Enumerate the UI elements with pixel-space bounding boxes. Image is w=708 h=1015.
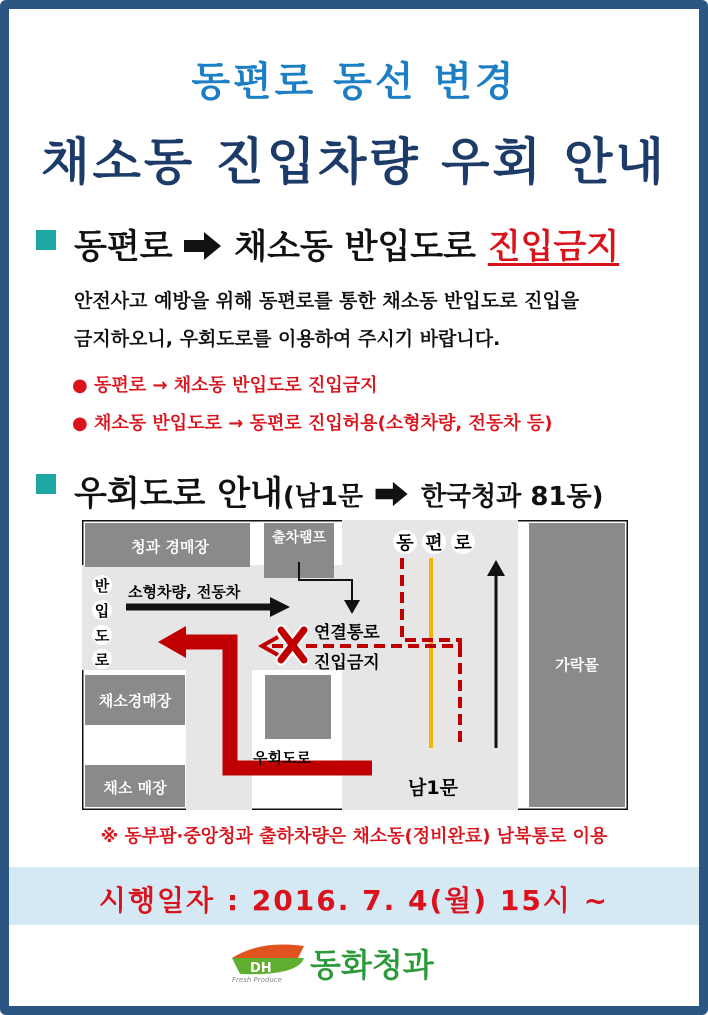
logo-mark-icon: [230, 940, 306, 978]
title-line2: 채소동 진입차량 우회 안내: [41, 133, 667, 191]
road-char: 동: [396, 533, 414, 554]
logo-name: 동화청과: [310, 946, 434, 984]
center-block: [265, 675, 331, 739]
road-char: 입: [94, 602, 110, 620]
bullet-item: ● 동편로 → 채소동 반입도로 진입금지: [72, 375, 378, 396]
right-arrow-icon: [184, 231, 222, 261]
auction-label: 청과 경매장: [131, 538, 209, 556]
side-road: [186, 650, 252, 810]
company-logo: [230, 940, 480, 990]
notice-text: ※ 동부팜·중앙청과 출하차량은 채소동(정비완료) 남북통로 이용: [100, 826, 608, 847]
detour-detail-close: 한국청과 81동): [420, 482, 604, 512]
link-road-label: 연결통로: [314, 623, 380, 643]
section2-heading: [74, 466, 604, 515]
bullet-item: ● 채소동 반입도로 → 동편로 진입허용(소형차량, 전동차 등): [72, 413, 553, 434]
road-char: 로: [94, 651, 110, 669]
heading-from: 동편로: [74, 227, 173, 267]
veg-store-label: 채소 매장: [103, 779, 167, 797]
section1-bullet-square: [36, 230, 56, 250]
veg-auction-label: 채소경매장: [98, 692, 172, 710]
title-line1: 동편로 동선 변경: [191, 59, 517, 105]
small-vehicles-label: 소형차량, 전동차: [128, 583, 241, 601]
ramp-label: 출차램프: [271, 530, 327, 546]
detour-map: [82, 520, 628, 810]
body-line1: 안전사고 예방을 위해 동편로를 통한 채소동 반입도로 진입을: [74, 290, 580, 312]
no-entry-label: 진입금지: [314, 653, 380, 673]
section2-bullet-square: [36, 474, 56, 494]
heading-to: 채소동 반입도로: [234, 227, 476, 267]
east-road-chars: [393, 530, 475, 554]
section1-heading: [74, 219, 619, 268]
logo-mark-text: DH: [250, 961, 272, 976]
road-char: 도: [94, 627, 110, 645]
detour-detail-open: (남1문: [282, 482, 364, 512]
detour-label: 우회도로: [253, 749, 311, 767]
right-arrow-icon: [375, 481, 409, 507]
logo-subtitle: Fresh Produce: [232, 976, 282, 984]
detour-heading: 우회도로 안내: [74, 474, 283, 514]
effective-date: 시행일자 : 2016. 7. 4(월) 15시 ~: [98, 884, 610, 917]
garak-label: 가락몰: [555, 656, 599, 674]
gate-label: 남1문: [408, 777, 458, 799]
date-band: [9, 867, 699, 925]
body-line2: 금지하오니, 우회도로를 이용하여 주시기 바랍니다.: [74, 328, 501, 350]
road-char: 로: [454, 533, 472, 554]
heading-no-entry: 진입금지: [487, 227, 620, 267]
road-char: 편: [425, 533, 443, 554]
road-char: 반: [94, 577, 110, 595]
